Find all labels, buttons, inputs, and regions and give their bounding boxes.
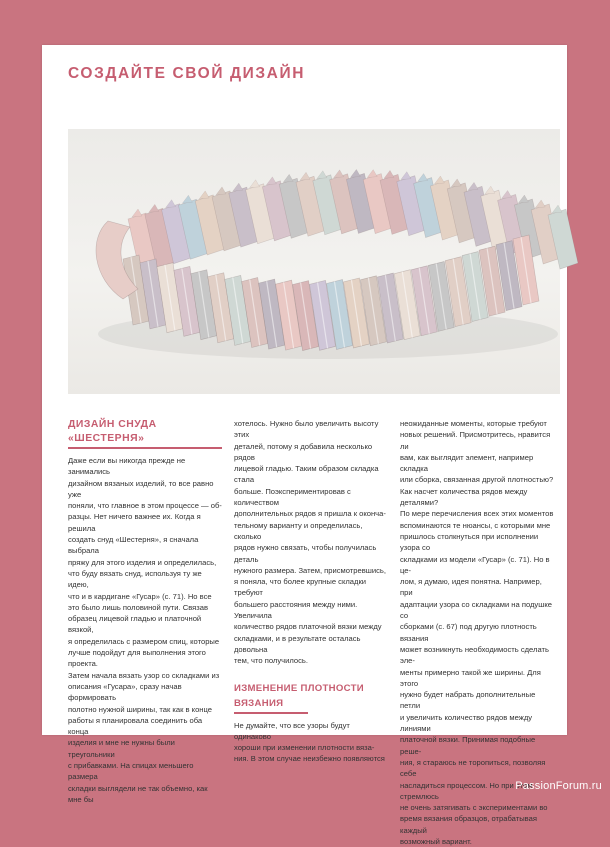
text-line: поняли, что главное в этом процессе — об-: [68, 501, 222, 511]
column-2-text-bottom: [234, 720, 388, 765]
section-heading-gauge-line1: ИЗМЕНЕНИЕ ПЛОТНОСТИ: [234, 682, 364, 694]
text-line: количество рядов платочной вязки между: [234, 622, 382, 632]
text-line: адаптации узора со складками на подушке со: [400, 599, 552, 621]
text-line: деталей, потому я добавила несколько рядов: [234, 441, 373, 462]
text-line: ния. В этом случае неизбежно появляются: [234, 754, 385, 764]
text-line: время вязания образцов, отрабатывая каждый: [400, 814, 537, 835]
section-heading-snood: ДИЗАЙН СНУДА «ШЕСТЕРНЯ»: [68, 418, 222, 449]
text-line: дизайном вязаных изделий, то все равно уже: [68, 478, 214, 499]
text-line: больше. Поэкспериментировав с количеством: [234, 486, 351, 508]
text-line: дополнительных рядов я пришла к оконча-: [234, 509, 386, 519]
text-line: создать снуд «Шестерня», я сначала выбрала: [68, 535, 199, 556]
text-line: тем, что получилось.: [234, 656, 308, 666]
section-heading-gauge-line2: ВЯЗАНИЯ: [234, 697, 284, 709]
column-1: [68, 418, 222, 805]
text-line: что буду вязать снуд, используя ту же идею,: [68, 568, 202, 590]
text-line: что и в кардигане «Гусар» (с. 71). Но все: [68, 591, 212, 601]
text-line: я поняла, что более крупные складки требуют: [234, 577, 367, 598]
text-line: или сборка, связанная другой плотностью?: [400, 475, 554, 485]
text-line: полотно нужной ширины, так как в конце: [68, 704, 212, 714]
text-line: я определилась с размером спиц, которые: [68, 636, 220, 646]
text-line: рядов нужно связать, чтобы получилась деталь: [234, 543, 377, 564]
text-line: разцы. Нет ничего важнее их. Когда я решила: [68, 512, 201, 533]
text-line: лучше подойдут для выполнения этого проекта.: [68, 648, 206, 669]
text-line: Не думайте, что все узоры будут одинаково: [234, 720, 350, 741]
text-line: насладиться процессом. Но при этом стремлюсь: [400, 780, 533, 801]
column-1-text: [68, 455, 222, 805]
column-2: [234, 418, 388, 765]
text-line: работы я планировала соединить оба конца: [68, 715, 203, 737]
text-line: Даже если вы никогда прежде не занимались: [68, 456, 186, 477]
text-line: пришлось столкнуться при исполнении узора со: [400, 531, 539, 553]
text-line: нужного размера. Затем, присмотревшись,: [234, 565, 386, 575]
snood-photo: [68, 129, 560, 394]
text-line: может возникнуть необходимость сделать эле-: [400, 644, 549, 666]
text-line: ния, я стараюсь не торопиться, позволяя себе: [400, 757, 546, 779]
text-line: описания «Гусара», сразу начав формировать: [68, 681, 182, 703]
text-line: нужно будет набрать дополнительные петли: [400, 690, 536, 711]
text-line: Как насчет количества рядов между деталями?: [400, 486, 528, 508]
text-line: лицевой гладью. Таким образом складка стала: [234, 464, 379, 485]
text-line: возможный вариант.: [400, 836, 472, 846]
text-line: сборками (с. 67) под другую плотность вязания: [400, 622, 537, 643]
text-line: с прибавками. На спицах меньшего размера: [68, 761, 194, 782]
column-2-text: [234, 418, 388, 667]
text-line: неожиданные моменты, которые требуют: [400, 419, 547, 428]
text-line: новых решений. Присмотритесь, нравится ли: [400, 430, 551, 451]
text-line: не очень затягивать с экспериментами во: [400, 803, 548, 813]
text-line: хороши при изменении плотности вяза-: [234, 743, 375, 753]
page-title: СОЗДАЙТЕ СВОЙ ДИЗАЙН: [68, 65, 305, 82]
text-line: складками из модели «Гусар» (с. 71). Но в це-: [400, 554, 550, 575]
text-line: вспоминаются те нюансы, с которыми мне: [400, 520, 551, 530]
text-line: хотелось. Нужно было увеличить высоту этих: [234, 419, 379, 440]
text-line: лом, я думаю, идея понятна. Например, при: [400, 577, 542, 598]
text-line: складки выглядели не так объемно, как мне бы: [68, 783, 208, 804]
text-line: Затем начала вязать узор со складками из: [68, 670, 220, 680]
snood-drawing: [96, 169, 578, 359]
text-line: вам, как выглядит элемент, например складка: [400, 452, 534, 474]
watermark: PassionForum.ru: [515, 780, 602, 792]
text-line: складками, и в результате осталась довольна: [234, 633, 361, 654]
section-heading-gauge: [234, 681, 388, 714]
text-line: и увеличить количество рядов между линиями: [400, 712, 533, 734]
text-line: тельному варианту и определилась, сколько: [234, 520, 363, 541]
text-line: менты примерно такой же ширины. Для этого: [400, 667, 541, 688]
text-line: платочной вязки. Принимая подобные реше-: [400, 735, 536, 756]
knitted-snood-image: [68, 129, 560, 394]
text-line: это было лишь половиной пути. Связав: [68, 602, 209, 612]
text-line: По мере перечисления всех этих моментов: [400, 509, 554, 519]
text-line: изделия и мне не нужны были треугольники: [68, 738, 175, 759]
text-line: пряжу для этого изделия и определилась,: [68, 557, 217, 567]
text-line: образец лицевой гладью и платочной вязкой,: [68, 614, 202, 635]
text-line: большего расстояния между ними. Увеличила: [234, 599, 358, 621]
